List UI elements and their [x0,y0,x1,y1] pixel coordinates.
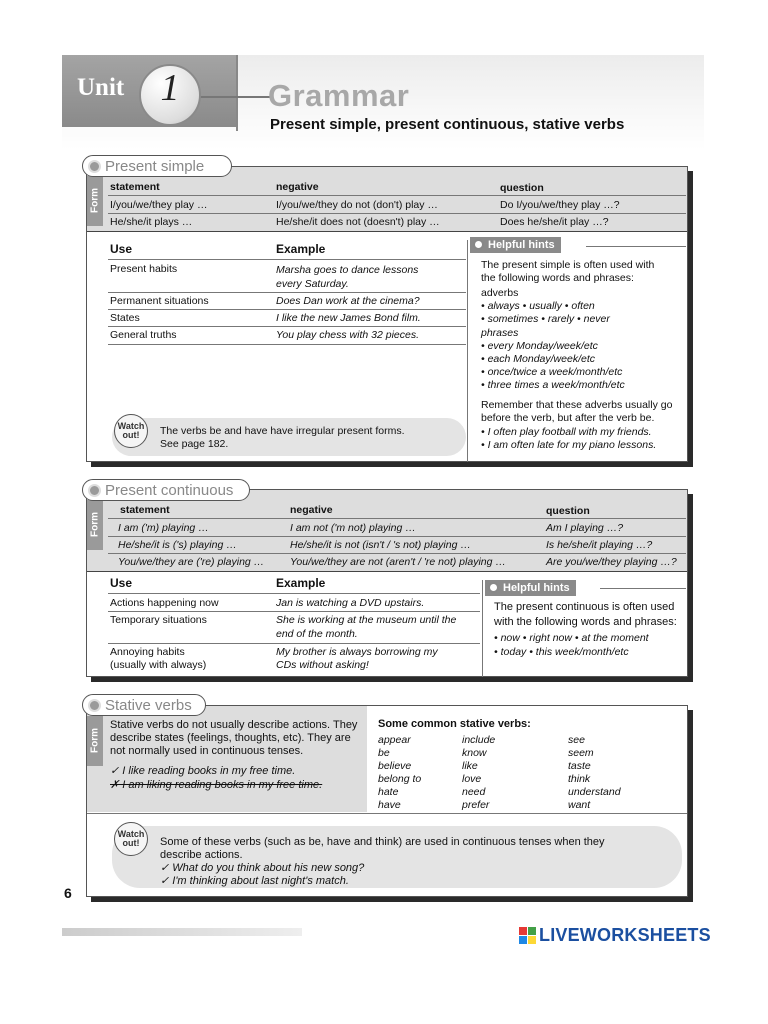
verb: need [462,786,486,798]
divider [108,326,466,327]
example-cell: My brother is always borrowing my [276,646,438,658]
example-cell: every Saturday. [276,278,349,290]
bullet-icon [488,582,499,593]
verb: love [462,773,482,785]
use-cell: Temporary situations [110,614,207,626]
example-cell: She is working at the museum until the [276,614,457,626]
divider [108,643,480,644]
col-question: question [546,505,590,517]
divider [87,813,687,814]
divider [108,213,686,214]
divider [108,611,480,612]
example-cell: Does Dan work at the cinema? [276,295,420,307]
watch-out-text: ✓ I'm thinking about last night's match. [160,875,349,887]
page-subtitle: Present simple, present continuous, stative verbs [270,116,625,133]
hint-line: • every Monday/week/etc [481,340,598,352]
divider [467,240,468,462]
use-header: Use [110,576,133,590]
use-cell: Permanent situations [110,295,209,307]
use-cell: Annoying habits [110,646,185,658]
hint-line: • once/twice a week/month/etc [481,366,623,378]
form-cell: Am I playing …? [546,522,624,534]
hint-line: • now • right now • at the moment [494,632,649,644]
col-negative: negative [290,504,333,516]
divider [108,553,686,554]
divider [200,96,270,98]
use-cell: (usually with always) [110,659,207,671]
form-cell: Do I/you/we/they play …? [500,199,620,211]
example-cell: Marsha goes to dance lessons [276,264,419,276]
example-cell: end of the month. [276,628,358,640]
example-cell: I like the new James Bond film. [276,312,421,324]
form-cell: I am not ('m not) playing … [290,522,416,534]
watch-out-icon: Watch out! [114,414,148,448]
watch-out-text: ✓ What do you think about his new song? [160,862,365,874]
verb: like [462,760,478,772]
wrong-example: ✗ I am liking reading books in my free time. [110,779,323,791]
use-cell: Present habits [110,263,178,275]
divider [600,588,686,589]
verb: see [568,734,585,746]
page-number: 6 [64,885,72,901]
form-tab: Form [87,176,103,226]
hint-line: The present continuous is often used [494,601,675,613]
use-cell: States [110,312,140,324]
example-cell: CDs without asking! [276,659,369,671]
section-title-stative-verbs: Stative verbs [82,694,206,716]
col-negative: negative [276,181,319,193]
watch-out-text: Some of these verbs (such as be, have and think) are used in continuous tenses when they [160,836,605,848]
watch-out-text: describe actions. [160,849,243,861]
logo-text: LIVEWORKSHEETS [539,925,711,945]
use-header: Use [110,242,133,256]
stative-description: describe states (feelings, thoughts, etc). They are [110,732,351,744]
unit-label: Unit [77,74,125,101]
hint-line: Remember that these adverbs usually go [481,399,673,411]
example-header: Example [276,576,326,590]
form-cell: I/you/we/they play … [110,199,208,211]
verb: belong to [378,773,422,785]
form-tab: Form [87,716,103,766]
hint-line: • three times a week/month/etc [481,379,625,391]
form-cell: I am ('m) playing … [118,522,209,534]
page-title: Grammar [268,78,410,113]
divider [108,259,466,260]
hint-line: • today • this week/month/etc [494,646,629,658]
col-statement: statement [120,504,170,516]
liveworksheets-logo[interactable] [519,925,711,946]
verb: seem [568,747,594,759]
form-cell: You/we/they are ('re) playing … [118,556,265,568]
helpful-hints-label: Helpful hints [485,580,576,596]
hint-line: The present simple is often used with [481,259,655,271]
hint-line: before the verb, but after the verb be. [481,412,655,424]
section-title-present-continuous: Present continuous [82,479,250,501]
example-cell: You play chess with 32 pieces. [276,329,420,341]
verb: include [462,734,496,746]
divider [108,292,466,293]
footer-band [62,928,302,936]
hint-line: phrases [481,327,519,339]
form-cell: He/she/it plays … [110,216,193,228]
use-cell: Actions happening now [110,597,219,609]
helpful-hints-label: Helpful hints [470,237,561,253]
verb: believe [378,760,412,772]
form-cell: He/she/it is not (isn't / 's not) playing … [290,539,471,551]
verb: appear [378,734,411,746]
bullet-icon [88,484,101,497]
section-title-present-simple: Present simple [82,155,232,177]
divider [482,580,483,677]
form-cell: Are you/we/they playing …? [546,556,677,568]
verb: know [462,747,487,759]
divider [108,593,480,594]
verb: hate [378,786,399,798]
bullet-icon [88,160,101,173]
example-header: Example [276,242,326,256]
form-cell: He/she/it is ('s) playing … [118,539,237,551]
divider [108,518,686,519]
form-cell: Is he/she/it playing …? [546,539,653,551]
form-cell: You/we/they are not (aren't / 're not) playing … [290,556,506,568]
use-cell: General truths [110,329,177,341]
stative-description: not normally used in continuous tenses. [110,745,304,757]
divider [108,344,466,345]
bullet-icon [88,699,101,712]
divider [108,536,686,537]
stative-description: Stative verbs do not usually describe actions. They [110,719,358,731]
hint-line: adverbs [481,287,519,299]
unit-number: 1 [160,67,180,109]
col-statement: statement [110,181,160,193]
form-cell: Does he/she/it play …? [500,216,609,228]
col-question: question [500,182,544,194]
example-cell: Jan is watching a DVD upstairs. [276,597,425,609]
form-cell: He/she/it does not (doesn't) play … [276,216,440,228]
verb: think [568,773,591,785]
hint-line: the following words and phrases: [481,272,634,284]
hint-line: with the following words and phrases: [494,616,677,628]
divider [108,309,466,310]
verb: be [378,747,390,759]
divider [586,246,686,247]
verb: understand [568,786,621,798]
watch-out-icon: Watch out! [114,822,148,856]
divider [87,571,687,572]
verb: want [568,799,591,811]
divider [108,195,686,196]
watch-out-text: The verbs be and have have irregular present forms. [160,425,405,437]
hint-line: • I often play football with my friends. [481,426,652,438]
divider [87,231,687,232]
divider [236,55,238,131]
logo-icon [519,927,536,944]
bullet-icon [473,239,484,250]
hint-line: • each Monday/week/etc [481,353,595,365]
verb: prefer [462,799,490,811]
hint-line: • I am often late for my piano lessons. [481,439,657,451]
verb: taste [568,760,591,772]
hint-line: • always • usually • often [481,300,595,312]
correct-example: ✓ I like reading books in my free time. [110,765,296,777]
form-cell: I/you/we/they do not (don't) play … [276,199,438,211]
verb: have [378,799,401,811]
hint-line: • sometimes • rarely • never [481,313,610,325]
watch-out-text: See page 182. [160,438,229,450]
common-verbs-title: Some common stative verbs: [378,718,531,730]
form-tab: Form [87,500,103,550]
